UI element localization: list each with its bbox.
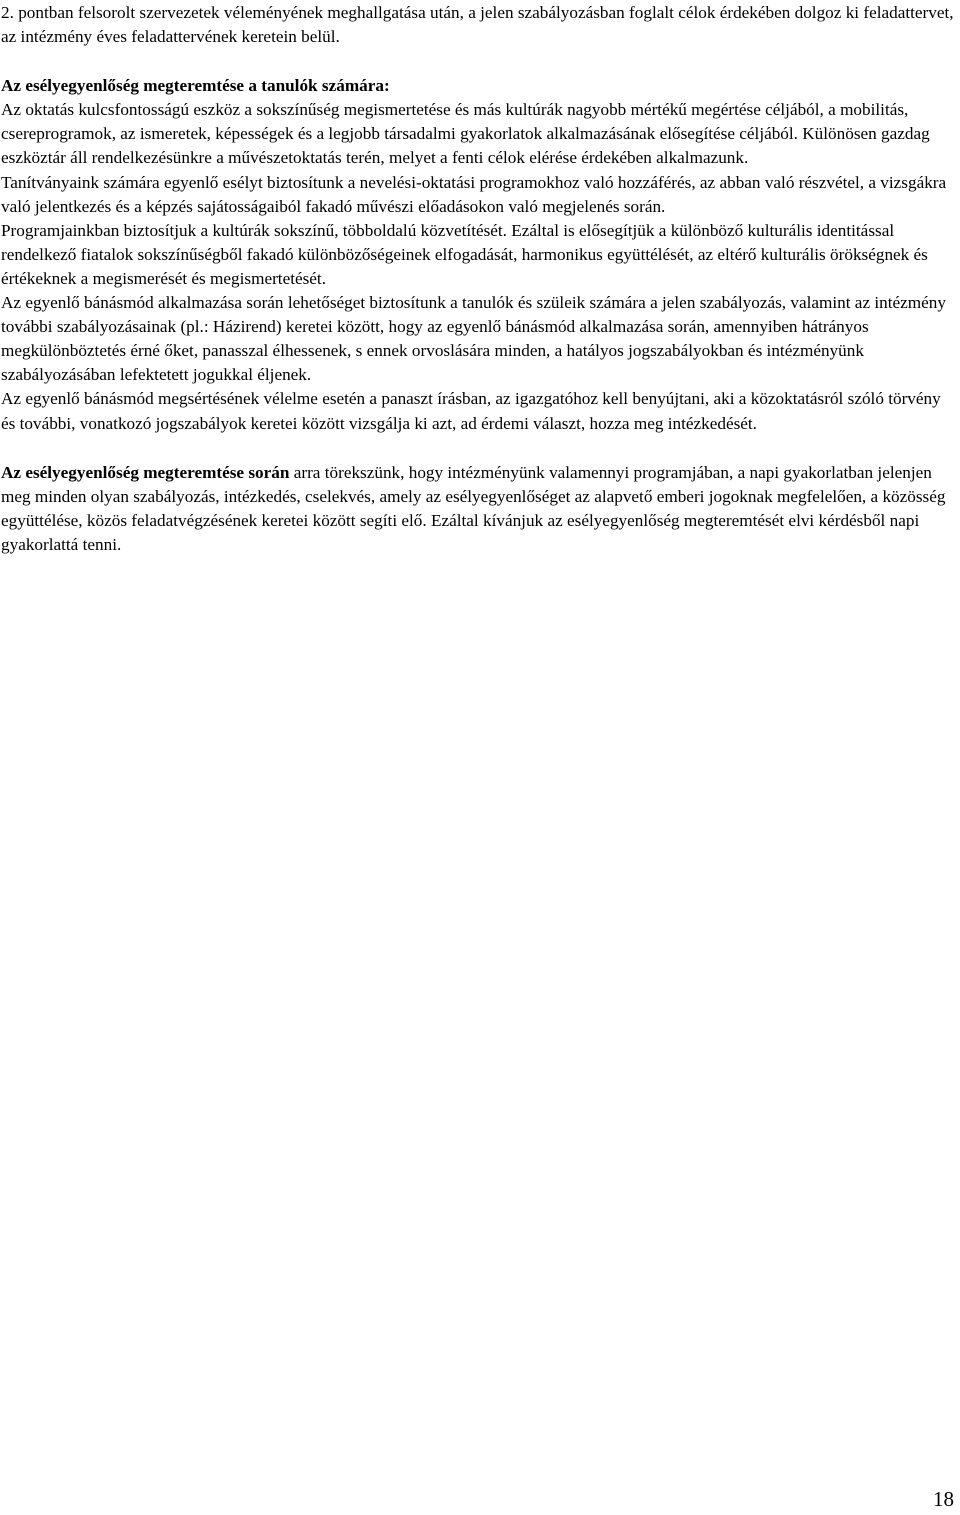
section-heading: Az esélyegyenlőség megteremtése a tanulók számára: (1, 76, 390, 96)
closing-bold-lead: Az esélyegyenlőség megteremtése során (1, 462, 290, 482)
paragraph-intro: 2. pontban felsorolt szervezetek véleményének meghallgatása után, a jelen szabályozásban foglalt célok érdekében dolgoz ki feladattervet, az intézmény éves feladattervének keretein belül. (1, 3, 954, 47)
paragraph-closing (1, 461, 957, 557)
page-number: 18 (933, 1487, 954, 1511)
paragraph-equal-treatment: Az egyenlő bánásmód alkalmazása során lehetőséget biztosítunk a tanulók és szüleik számára a jelen szabályozás, valamint az intézmény további szabályozásainak (pl.: Házirend) keretei között, hogy az egyenlő bánásmód alkalmazása során, amennyiben hátrányos megkülönböztetés érné őket, panasszal élhessenek, s ennek orvoslására minden, a hatályos jogszabályokban és intézményünk szabályozásában lefektetett jogukkal éljenek. (1, 293, 946, 385)
paragraph-diversity: Az oktatás kulcsfontosságú eszköz a sokszínűség megismertetése és más kultúrák nagyobb mértékű megértése céljából, a mobilitás, csereprogramok, az ismeretek, képességek és a legjobb társadalmi gyakorlatok alkalmazásának elősegítése céljából. Különösen gazdag eszköztár áll rendelkezésünkre a művészetoktatás terén, melyet a fenti célok elérése érdekében alkalmazunk. (1, 100, 930, 168)
closing-body: arra törekszünk, hogy intézményünk valamennyi programjában, a napi gyakorlatban jelenjen meg minden olyan szabályozás, intézkedés, cselekvés, amely az esélyegyenlőséget az alapvető emberi jogoknak megfelelően, a közösség együttélése, közös feladatvégzésének keretei között segíti elő. Ezáltal kívánjuk az esélyegyenlőség megteremtését elvi kérdésből napi gyakorlattá tenni. (1, 462, 946, 554)
paragraph-spacer (1, 436, 957, 461)
paragraph-complaint: Az egyenlő bánásmód megsértésének vélelme esetén a panaszt írásban, az igazgatóhoz kell benyújtani, aki a közoktatásról szóló törvény és további, vonatkozó jogszabályok keretei között vizsgálja ki azt, ad érdemi választ, hozza meg intézkedését. (1, 389, 941, 433)
document-page (1, 1, 957, 557)
paragraph-cultures: Programjainkban biztosítjuk a kultúrák sokszínű, többoldalú közvetítését. Ezáltal is elősegítjük a különböző kulturális identitással rendelkező fiatalok sokszínűségből fakadó különbözőségeinek elfogadását, harmonikus együttélését, az eltérő kulturális örökségnek és értékeknek a megismerését és megismertetését. (1, 220, 928, 288)
paragraph-spacer (1, 49, 957, 74)
paragraph-equal-chance: Tanítványaink számára egyenlő esélyt biztosítunk a nevelési-oktatási programokhoz való hozzáférés, az abban való részvétel, a vizsgákra való jelentkezés és a képzés sajátosságaiból fakadó művészi előadásokon való megjelenés során. (1, 172, 947, 216)
